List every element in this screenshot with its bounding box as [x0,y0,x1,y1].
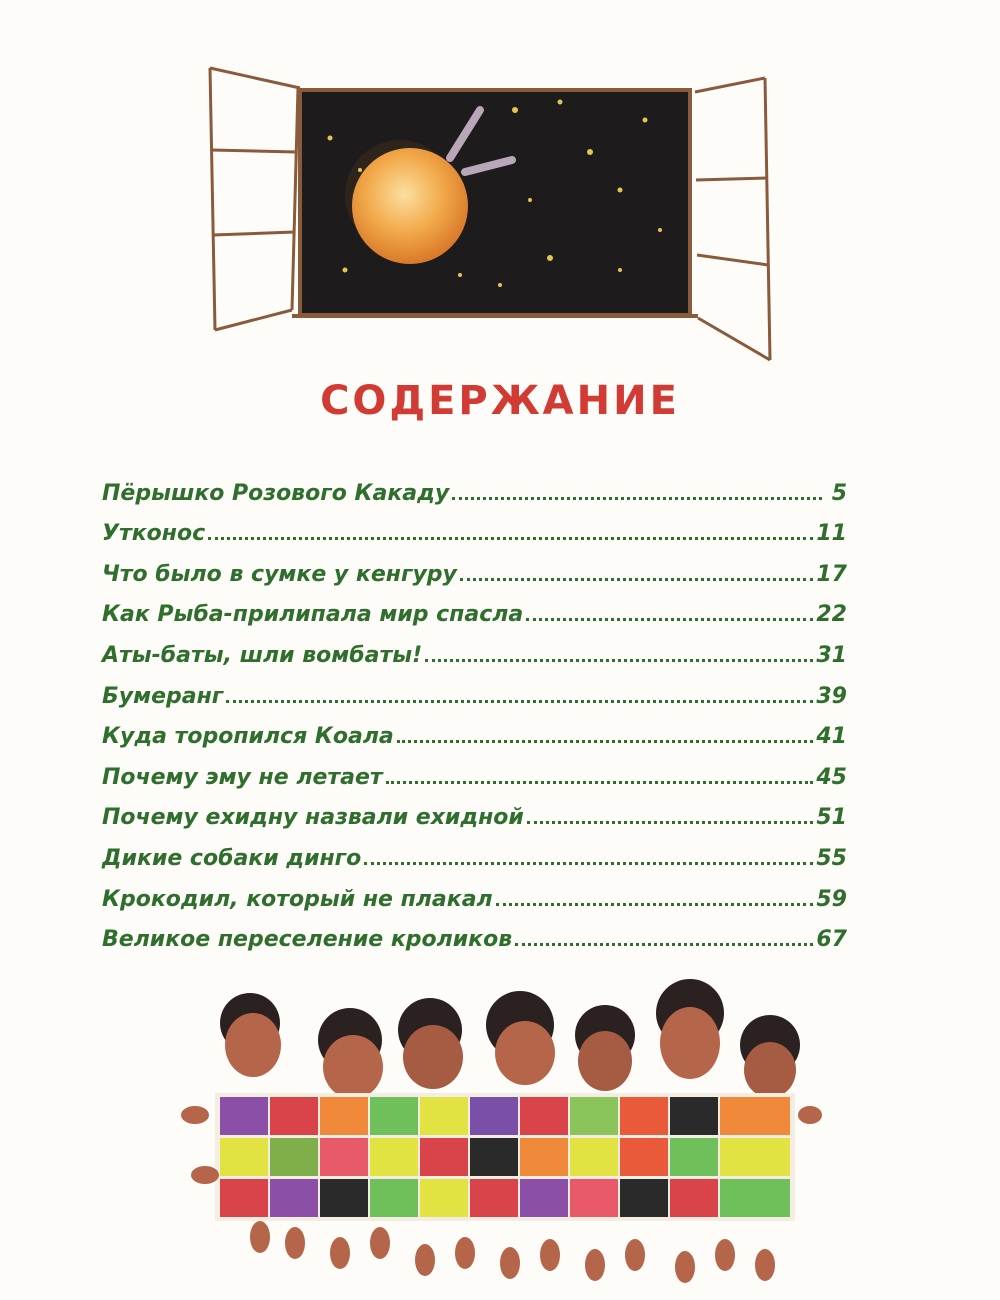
children-heads [220,979,800,1099]
toc-entry-page: 22 [816,602,847,628]
toc-entry-page: 59 [816,886,847,912]
toc-entry[interactable] [102,830,847,871]
toc-entry-title: Пёрышко Розового Какаду [102,480,450,506]
toc-entry[interactable] [102,506,847,547]
toc-entry-title: Крокодил, который не плакал [102,886,493,912]
toc-entry[interactable] [102,749,847,790]
dot-leader [397,740,814,743]
toc-entry-title: Что было в сумке у кенгуру [102,561,457,587]
toc-entry-page: 5 [831,480,847,506]
toc-entry-title: Почему ехидну назвали ехидной [102,805,524,831]
toc-entry-page: 39 [816,683,847,709]
toc-entry[interactable] [102,546,847,587]
toc-entry-title: Утконос [102,521,206,547]
dot-leader [515,943,813,946]
toc-entry-title: Дикие собаки динго [102,845,362,871]
toc-entry[interactable] [102,668,847,709]
toc-entry-page: 55 [816,845,847,871]
toc-entry-title: Куда торопился Коала [102,724,394,750]
dot-leader [460,578,813,581]
toc-entry-page: 45 [816,764,847,790]
toc-entry-page: 31 [816,642,847,668]
dot-leader [386,781,814,784]
dot-leader [496,903,814,906]
toc-entry-title: Аты-баты, шли вомбаты! [102,642,423,668]
toc-entry[interactable] [102,790,847,831]
toc-entry[interactable] [102,465,847,506]
dot-leader [526,618,813,621]
left-shutter [210,68,300,330]
moon [352,148,468,264]
dot-leader [364,862,813,865]
dot-leader [527,821,814,824]
toc-entry-page: 17 [816,561,847,587]
toc-entry-page: 41 [816,724,847,750]
table-of-contents [102,465,847,952]
toc-entry-page: 67 [816,927,847,953]
night-window-illustration [200,60,780,370]
toc-entry[interactable] [102,587,847,628]
children-blanket-illustration [165,975,825,1295]
patchwork-blanket [215,1093,795,1221]
dot-leader [452,497,822,500]
dot-leader [425,659,813,662]
toc-entry-page: 11 [816,521,847,547]
dot-leader [226,700,813,703]
toc-entry[interactable] [102,912,847,953]
toc-entry[interactable] [102,627,847,668]
toc-entry[interactable] [102,709,847,750]
dot-leader [208,537,813,540]
toc-entry-title: Почему эму не летает [102,764,383,790]
toc-entry-page: 51 [816,805,847,831]
right-shutter [695,78,770,360]
toc-entry-title: Как Рыба-прилипала мир спасла [102,602,524,628]
toc-entry-title: Бумеранг [102,683,224,709]
table-of-contents-title: СОДЕРЖАНИЕ [320,378,680,424]
toc-entry[interactable] [102,871,847,912]
toc-entry-title: Великое переселение кроликов [102,927,513,953]
